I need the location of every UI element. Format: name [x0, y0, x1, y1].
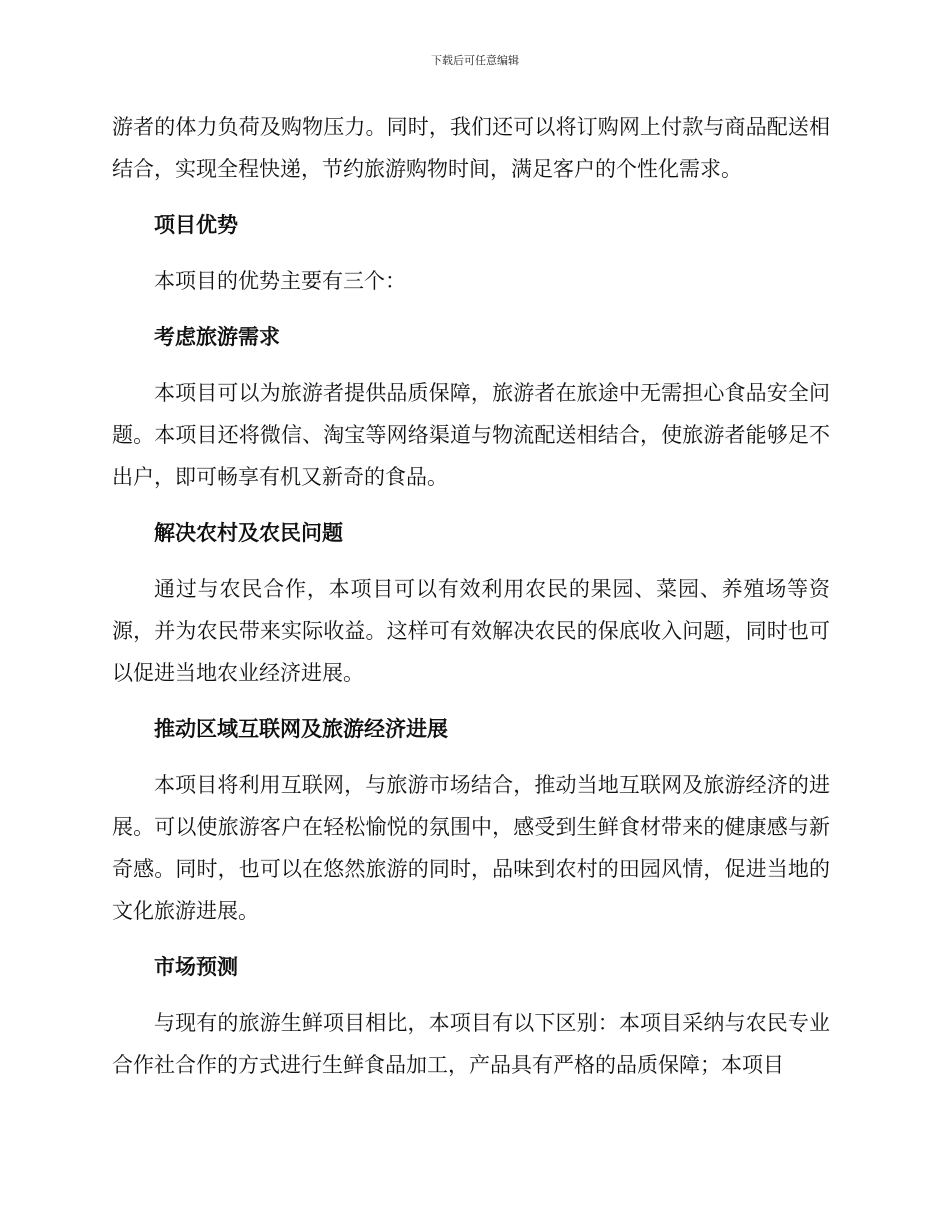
heading-market-forecast: 市场预测 [154, 955, 238, 979]
heading-rural-issues: 解决农村及农民问题 [154, 521, 343, 545]
tourism-demand-paragraph: 本项目可以为旅游者提供品质保障，旅游者在旅途中无需担心食品安全问题。本项目还将微信、淘宝等网络渠道与物流配送相结合，使旅游者能够足不出户，即可畅享有机又新奇的食品。 [112, 381, 830, 489]
heading-project-advantages: 项目优势 [154, 213, 238, 237]
market-forecast-paragraph: 与现有的旅游生鲜项目相比，本项目有以下区别：本项目采纳与农民专业合作社合作的方式进行生鲜食品加工，产品具有严格的品质保障；本项目 [112, 1011, 830, 1077]
regional-internet-paragraph: 本项目将利用互联网，与旅游市场结合，推动当地互联网及旅游经济的进展。可以使旅游客户在轻松愉悦的氛围中，感受到生鲜食材带来的健康感与新奇感。同时，也可以在悠然旅游的同时，品味到农村的田园风情，促进当地的文化旅游进展。 [112, 773, 830, 923]
heading-tourism-demand: 考虑旅游需求 [154, 325, 280, 349]
advantages-intro-paragraph: 本项目的优势主要有三个： [154, 269, 406, 293]
page-header: 下载后可任意编辑 [431, 54, 519, 67]
document-body [112, 106, 830, 1086]
intro-paragraph: 游者的体力负荷及购物压力。同时，我们还可以将订购网上付款与商品配送相结合，实现全程快递，节约旅游购物时间，满足客户的个性化需求。 [112, 115, 830, 181]
heading-regional-internet: 推动区域互联网及旅游经济进展 [154, 717, 448, 741]
rural-issues-paragraph: 通过与农民合作，本项目可以有效利用农民的果园、菜园、养殖场等资源，并为农民带来实际收益。这样可有效解决农民的保底收入问题，同时也可以促进当地农业经济进展。 [112, 577, 830, 685]
